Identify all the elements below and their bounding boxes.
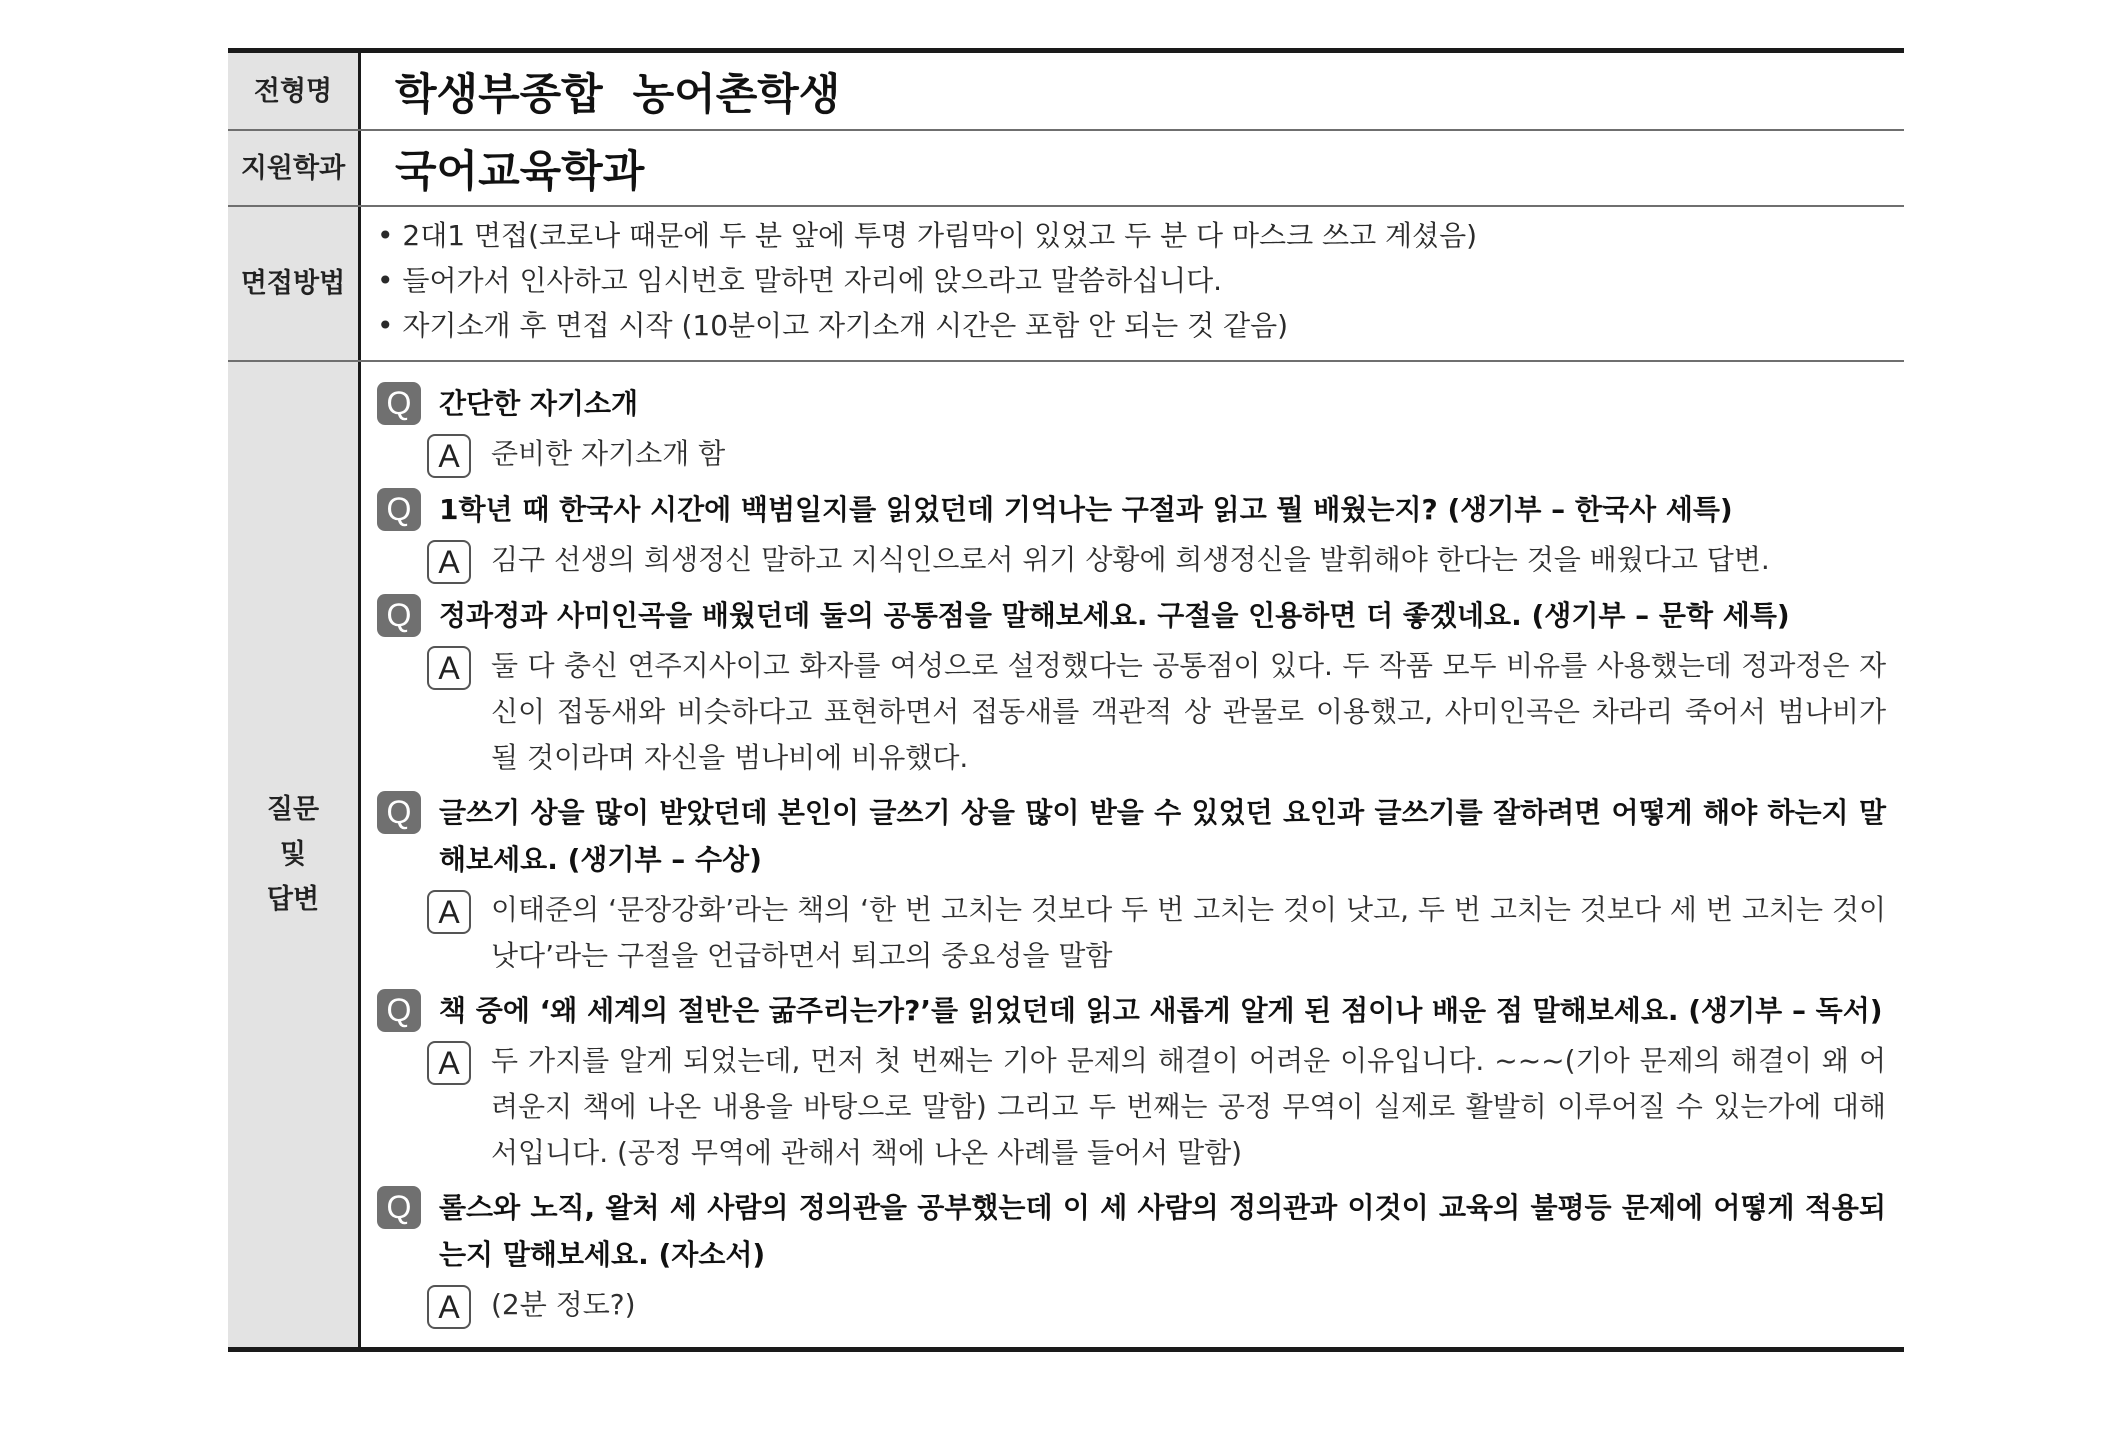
admission-type-text: 학생부종합 농어촌학생 [395, 69, 841, 120]
answer-badge-icon: A [427, 890, 471, 934]
question-badge-icon: Q [377, 989, 421, 1032]
qa-item [377, 486, 1886, 584]
question-text: 간단한 자기소개 [439, 387, 639, 420]
method-item: • 자기소개 후 면접 시작 (10분이고 자기소개 시간은 포함 안 되는 것 같음) [377, 309, 1289, 342]
answer [377, 537, 1886, 584]
qa-label-line: 및 [279, 839, 307, 870]
answer-text: 두 가지를 알게 되었는데, 먼저 첫 번째는 기아 문제의 해결이 어려운 이유입니다. ~~~(기아 문제의 해결이 왜 어려운지 책에 나온 내용을 바탕으로 말함) 그리고 두 번째는 공정 무역이 실제로 활발히 이루어질 수 있는가에 대해서입니다. (공정 무역에 관해서 책에 나온 사례를 들어서 말함) [491, 1044, 1886, 1169]
question [377, 486, 1886, 533]
qa-item [377, 789, 1886, 979]
question-badge-icon: Q [377, 382, 421, 425]
question [377, 592, 1886, 639]
question-text: 롤스와 노직, 왈처 세 사람의 정의관을 공부했는데 이 세 사람의 정의관과 이것이 교육의 불평등 문제에 어떻게 적용되는지 말해보세요. (자소서) [439, 1191, 1886, 1271]
question-text: 글쓰기 상을 많이 받았던데 본인이 글쓰기 상을 많이 받을 수 있었던 요인과 글쓰기를 잘하려면 어떻게 해야 하는지 말해보세요. (생기부 – 수상) [439, 796, 1886, 876]
admission-type-value [361, 53, 1904, 129]
question [377, 380, 1886, 427]
question [377, 987, 1886, 1034]
interview-method-row [228, 207, 1904, 362]
answer [377, 1038, 1886, 1176]
qa-item [377, 1184, 1886, 1329]
department-text: 국어교육학과 [395, 146, 645, 197]
department-value [361, 131, 1904, 205]
answer-text: 둘 다 충신 연주지사이고 화자를 여성으로 설정했다는 공통점이 있다. 두 작품 모두 비유를 사용했는데 정과정은 자신이 접동새와 비슷하다고 표현하면서 접동새를 객관적 상 관물로 이용했고, 사미인곡은 차라리 죽어서 범나비가 될 것이라며 자신을 범나비에 비유했다. [491, 649, 1886, 774]
qa-row [228, 362, 1904, 1347]
question [377, 789, 1886, 883]
qa-item [377, 987, 1886, 1176]
qa-list [361, 362, 1904, 1347]
department-row [228, 131, 1904, 207]
answer-text: 준비한 자기소개 함 [491, 437, 726, 470]
qa-item [377, 592, 1886, 781]
qa-item [377, 380, 1886, 478]
qa-label-line: 답변 [266, 884, 320, 915]
department-label: 지원학과 [228, 131, 361, 205]
question-badge-icon: Q [377, 1186, 421, 1229]
qa-label [228, 362, 361, 1347]
question-text: 책 중에 ‘왜 세계의 절반은 굶주리는가?’를 읽었던데 읽고 새롭게 알게 된 점이나 배운 점 말해보세요. (생기부 – 독서) [439, 994, 1883, 1027]
answer-badge-icon: A [427, 646, 471, 690]
question-text: 1학년 때 한국사 시간에 백범일지를 읽었던데 기억나는 구절과 읽고 뭘 배웠는지? (생기부 – 한국사 세특) [439, 493, 1733, 526]
answer-text: 이태준의 ‘문장강화’라는 책의 ‘한 번 고치는 것보다 두 번 고치는 것이 낫고, 두 번 고치는 것보다 세 번 고치는 것이 낫다’라는 구절을 언급하면서 퇴고의 중요성을 말함 [491, 893, 1886, 972]
interview-method-list [361, 207, 1904, 360]
question-badge-icon: Q [377, 791, 421, 834]
method-item: • 2대1 면접(코로나 때문에 두 분 앞에 투명 가림막이 있었고 두 분 다 마스크 쓰고 계셨음) [377, 219, 1478, 252]
admission-type-row [228, 53, 1904, 131]
interview-record-table [228, 48, 1904, 1352]
interview-method-label: 면접방법 [228, 207, 361, 360]
answer-badge-icon: A [427, 540, 471, 584]
answer-badge-icon: A [427, 434, 471, 478]
answer-badge-icon: A [427, 1041, 471, 1085]
question [377, 1184, 1886, 1278]
answer-badge-icon: A [427, 1285, 471, 1329]
admission-type-label: 전형명 [228, 53, 361, 129]
answer [377, 887, 1886, 979]
answer [377, 1282, 1886, 1329]
answer [377, 431, 1886, 478]
question-text: 정과정과 사미인곡을 배웠던데 둘의 공통점을 말해보세요. 구절을 인용하면 더 좋겠네요. (생기부 – 문학 세특) [439, 599, 1790, 632]
question-badge-icon: Q [377, 594, 421, 637]
answer-text: (2분 정도?) [491, 1288, 636, 1321]
answer-text: 김구 선생의 희생정신 말하고 지식인으로서 위기 상황에 희생정신을 발휘해야 한다는 것을 배웠다고 답변. [491, 543, 1770, 576]
answer [377, 643, 1886, 781]
qa-label-line: 질문 [266, 794, 320, 825]
question-badge-icon: Q [377, 488, 421, 531]
method-item: • 들어가서 인사하고 임시번호 말하면 자리에 앉으라고 말씀하십니다. [377, 264, 1223, 297]
